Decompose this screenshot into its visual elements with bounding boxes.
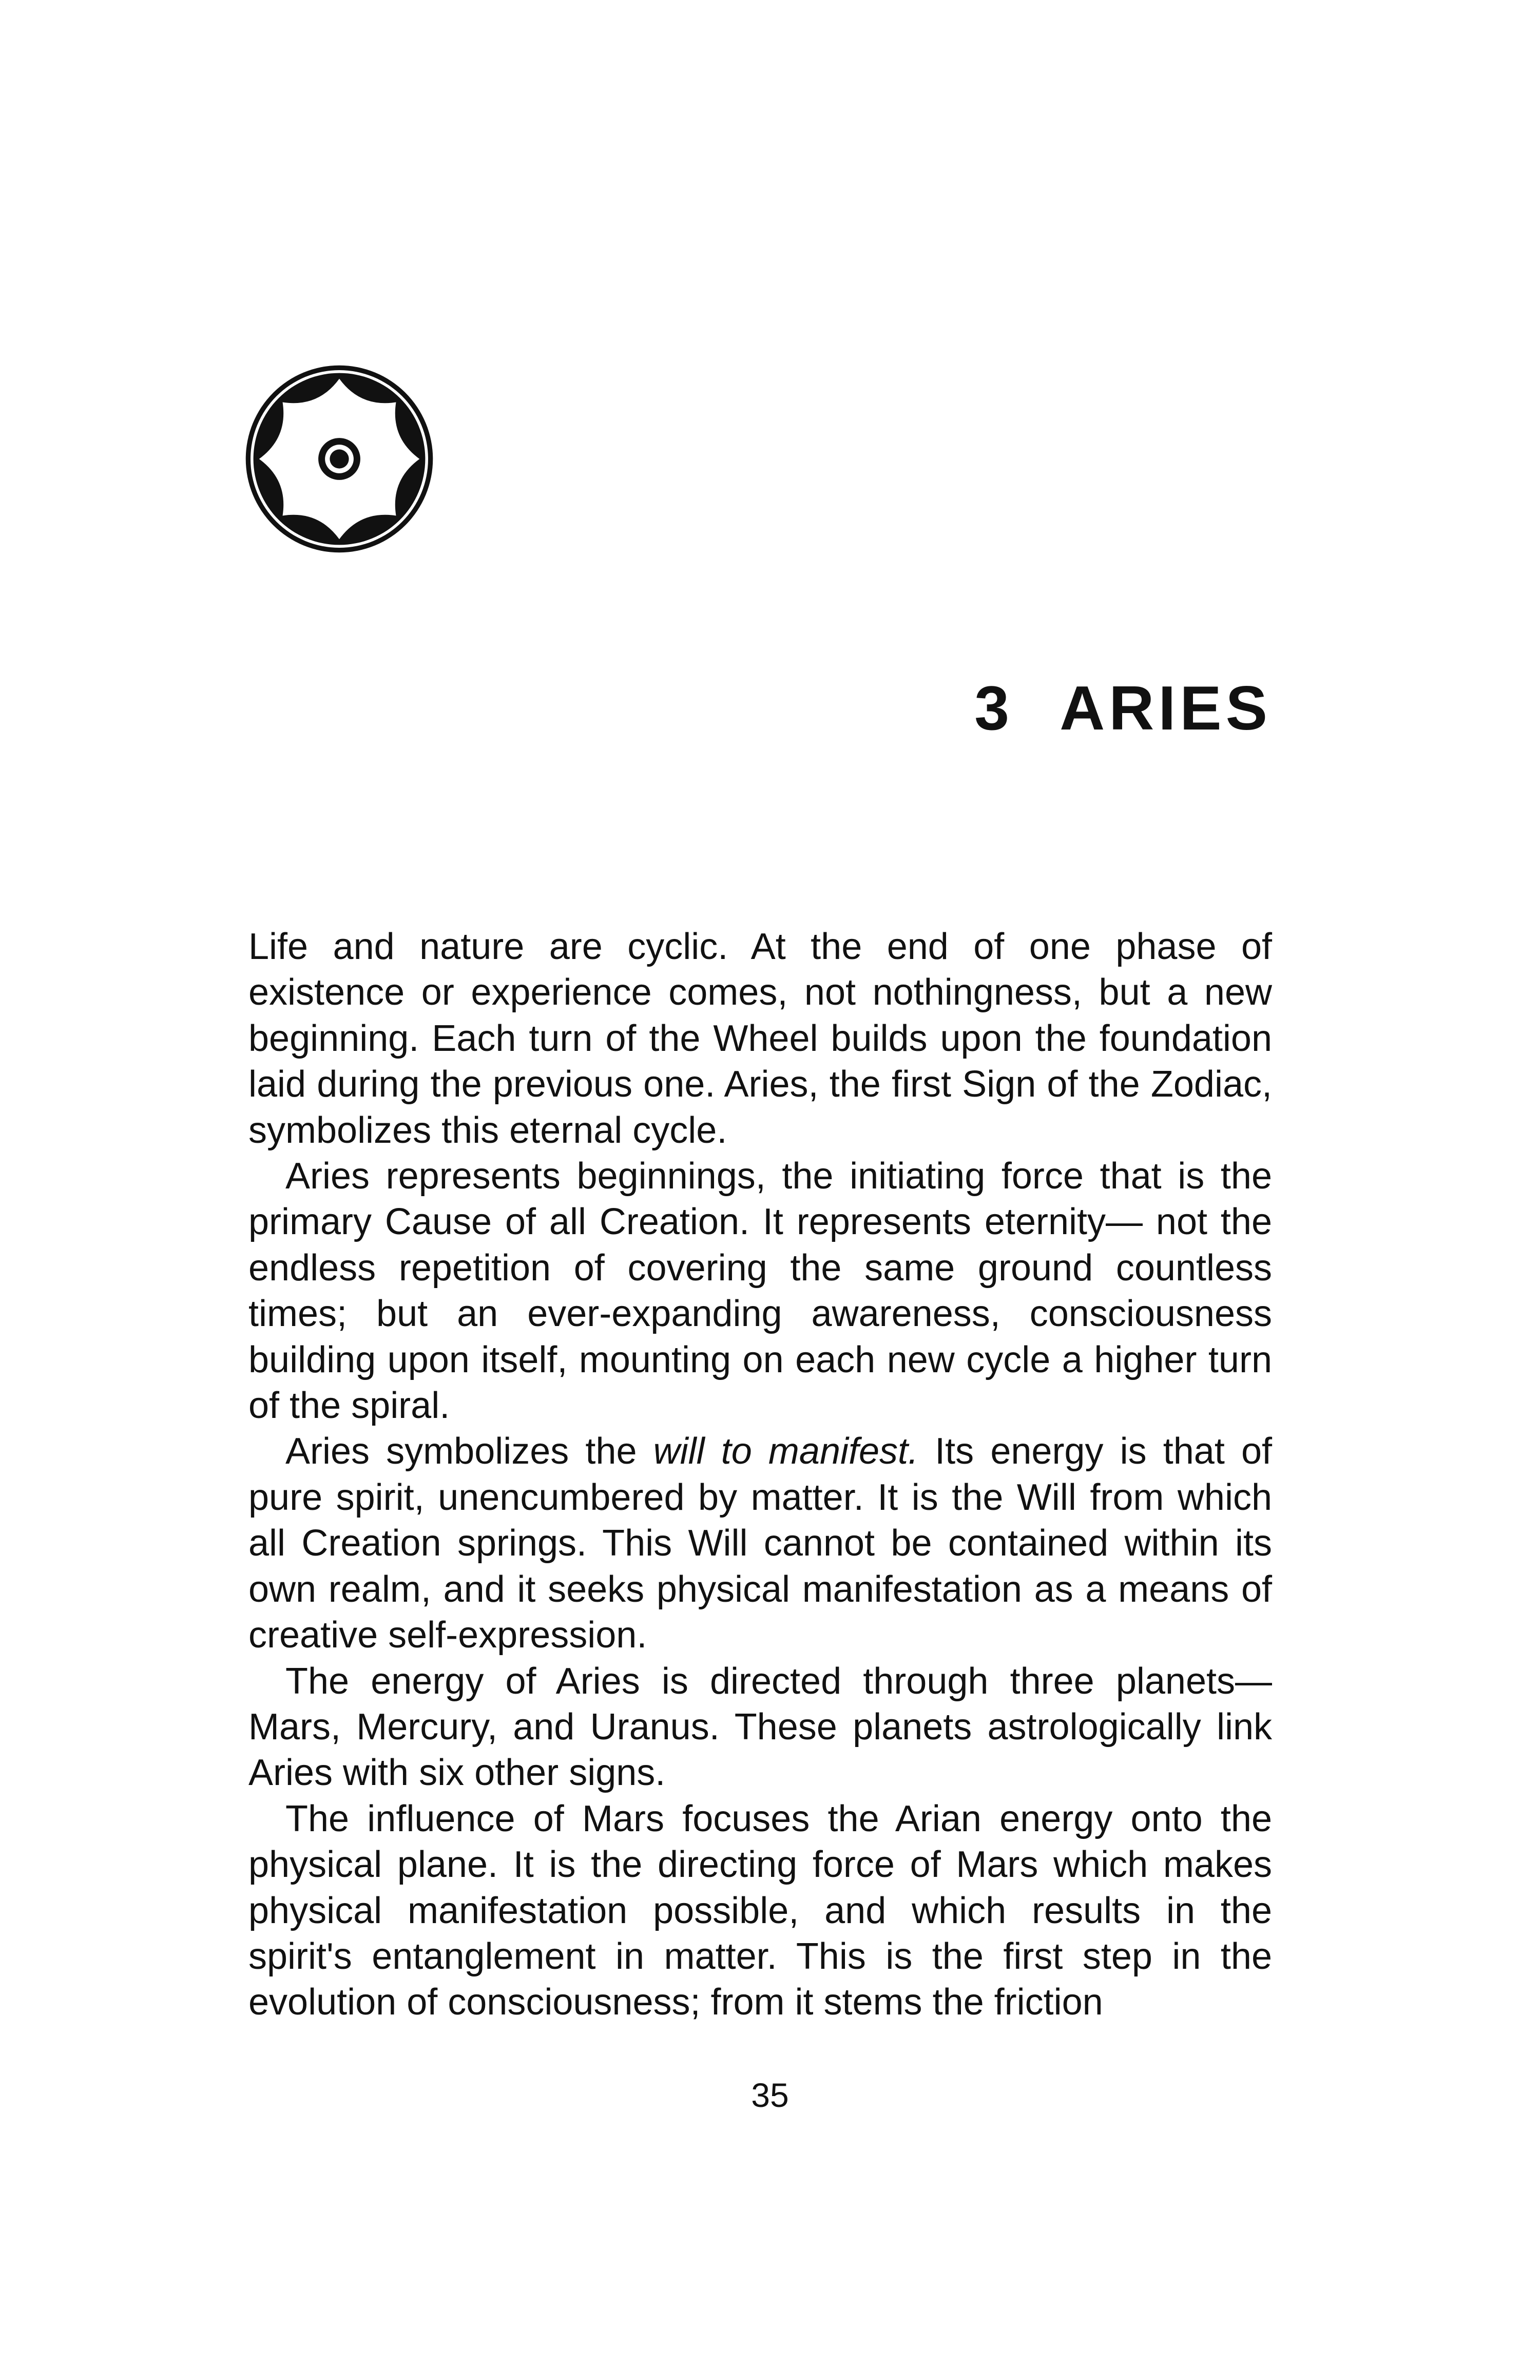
chapter-heading — [974, 673, 1272, 743]
chapter-number: 3 — [974, 673, 1011, 743]
paragraph-text: Its energy is that of pure spirit, unencumbered by matter. It is the Will from which all Creation springs. This Will cannot be contained within its own realm, and it seeks physical manifestation as a means of creative self-expression. — [248, 1431, 1273, 1656]
paragraph: Life and nature are cyclic. At the end of one phase of existence or experience comes, not nothingness, but a new beginning. Each turn of the Wheel builds upon the foundation laid during the previous one. Aries, the first Sign of the Zodiac, symbolizes this eternal cycle. — [248, 926, 1272, 1151]
paragraph: Aries represents beginnings, the initiating force that is the primary Cause of all Creation. It represents eternity— not the endless repetition of covering the same ground countless times; but an ever-expanding awareness, consciousness building upon itself, mounting on each new cycle a higher turn of the spiral. — [248, 1156, 1272, 1427]
paragraph-text: Aries symbolizes the — [285, 1431, 653, 1472]
paragraph: The influence of Mars focuses the Arian energy onto the physical plane. It is the directing force of Mars which makes physical manifestation possible, and which results in the spirit's entanglement in matter. This is the first step in the evolution of consciousness; from it stems the friction — [248, 1798, 1272, 2023]
chapter-title: ARIES — [1060, 673, 1272, 743]
paragraph — [248, 1429, 1272, 1658]
emphasis-text: will to manifest. — [653, 1431, 919, 1472]
paragraph: The energy of Aries is directed through three planets— Mars, Mercury, and Uranus. These planets astrologically link Aries with six other signs. — [248, 1660, 1272, 1794]
body-text — [248, 924, 1272, 2026]
page-number: 35 — [751, 2076, 789, 2114]
aries-wheel-emblem-icon — [244, 363, 435, 554]
